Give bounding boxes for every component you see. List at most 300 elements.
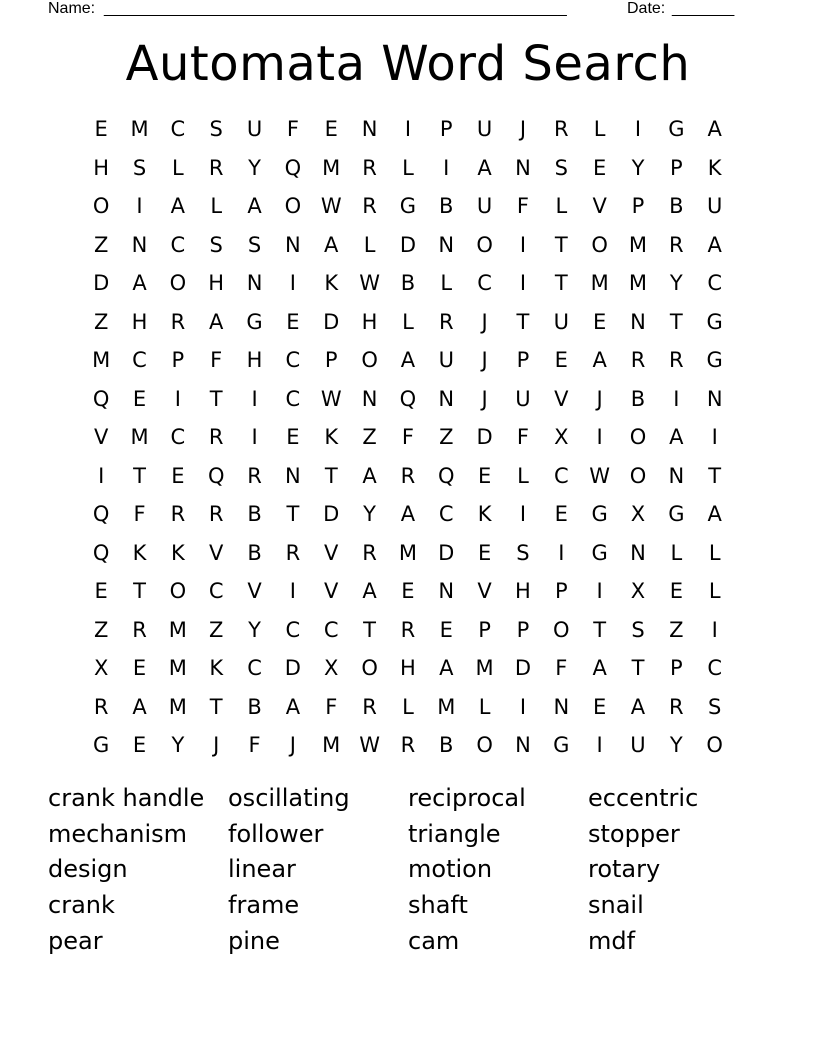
grid-letter: J <box>519 117 527 142</box>
grid-letter: P <box>669 155 683 180</box>
grid-letter: L <box>670 540 683 565</box>
grid-letter: Z <box>93 309 109 334</box>
grid-letter: R <box>285 540 301 565</box>
grid-letter: Q <box>92 502 110 527</box>
grid-letter: A <box>362 579 377 604</box>
grid-letter: Q <box>207 463 225 488</box>
grid-letter: X <box>324 656 339 681</box>
grid-letter: O <box>629 463 647 488</box>
grid-letter: D <box>323 502 340 527</box>
grid-letter: I <box>443 155 450 180</box>
grid-letter: L <box>593 117 606 142</box>
name-label: Name: <box>48 0 96 17</box>
word-bank-item: reciprocal <box>408 784 526 812</box>
grid-letter: B <box>247 502 262 527</box>
grid-letter: O <box>706 733 723 758</box>
grid-letter: T <box>631 656 645 681</box>
grid-letter: F <box>286 117 299 142</box>
grid-letter: M <box>437 694 456 719</box>
grid-letter: E <box>477 463 492 488</box>
grid-letter: K <box>707 155 722 180</box>
grid-letter: V <box>554 386 569 411</box>
grid-letter: N <box>131 232 148 257</box>
grid-letter: S <box>209 117 223 142</box>
grid-row <box>82 457 734 496</box>
grid-letter: T <box>554 232 568 257</box>
grid-letter: P <box>669 656 683 681</box>
grid-letter: R <box>208 425 224 450</box>
grid-letter: H <box>131 309 148 334</box>
grid-letter: A <box>170 194 186 219</box>
grid-letter: O <box>284 194 302 219</box>
word-bank-item: stopper <box>588 819 680 848</box>
grid-letter: Q <box>399 386 417 411</box>
grid-letter: X <box>93 656 109 681</box>
word-bank-item: pear <box>48 926 103 955</box>
grid-letter: X <box>554 425 569 450</box>
grid-letter: E <box>669 579 683 604</box>
grid-letter: O <box>169 579 187 604</box>
grid-letter: R <box>170 309 186 334</box>
grid-row <box>82 495 734 534</box>
grid-letter: C <box>208 579 224 604</box>
grid-letter: T <box>516 309 530 334</box>
grid-letter: G <box>668 117 685 142</box>
grid-letter: Y <box>631 155 645 180</box>
grid-letter: O <box>476 733 493 758</box>
grid-letter: B <box>669 194 684 219</box>
grid-letter: F <box>516 425 529 450</box>
grid-letter: I <box>558 540 565 565</box>
grid-letter: H <box>93 155 110 180</box>
grid-letter: C <box>247 656 262 681</box>
grid-letter: A <box>132 271 147 296</box>
grid-letter: A <box>132 694 147 719</box>
grid-row <box>82 226 734 265</box>
grid-letter: C <box>285 386 301 411</box>
grid-letter: X <box>630 579 646 604</box>
grid-letter: Y <box>248 617 261 642</box>
grid-letter: Y <box>248 155 261 180</box>
date-label: Date: <box>627 0 666 17</box>
grid-letter: M <box>168 617 187 642</box>
grid-letter: L <box>555 194 568 219</box>
grid-letter: E <box>593 694 607 719</box>
grid-letter: J <box>289 733 296 758</box>
grid-letter: Q <box>284 155 302 180</box>
grid-letter: M <box>168 656 187 681</box>
grid-letter: O <box>629 425 647 450</box>
grid-letter: N <box>246 271 263 296</box>
grid-letter: G <box>93 733 110 758</box>
grid-letter: A <box>324 232 339 257</box>
grid-letter: I <box>596 425 603 450</box>
grid-letter: C <box>170 425 186 450</box>
grid-letter: M <box>130 425 149 450</box>
grid-row <box>82 303 734 342</box>
grid-letter: E <box>324 117 338 142</box>
grid-letter: A <box>707 502 722 527</box>
grid-letter: U <box>515 386 531 411</box>
grid-letter: A <box>285 694 301 719</box>
grid-letter: P <box>516 617 530 642</box>
grid-letter: I <box>673 386 680 411</box>
grid-letter: S <box>516 540 530 565</box>
word-bank-item: frame <box>228 891 300 920</box>
grid-letter: T <box>708 463 722 488</box>
grid-row <box>82 187 734 226</box>
grid-letter: E <box>286 309 300 334</box>
grid-letter: U <box>630 733 646 758</box>
grid-letter: H <box>246 348 263 373</box>
grid-row <box>82 572 734 611</box>
grid-letter: R <box>170 502 186 527</box>
grid-letter: I <box>596 579 603 604</box>
grid-letter: N <box>706 386 723 411</box>
grid-letter: W <box>359 733 380 758</box>
grid-letter: R <box>362 194 377 219</box>
grid-letter: G <box>399 194 417 219</box>
grid-letter: M <box>398 540 417 565</box>
grid-letter: S <box>631 617 645 642</box>
grid-letter: G <box>246 309 263 334</box>
grid-letter: V <box>247 579 262 604</box>
grid-letter: K <box>170 540 185 565</box>
grid-letter: B <box>400 271 416 296</box>
grid-letter: O <box>361 348 378 373</box>
grid-letter: A <box>707 232 722 257</box>
grid-letter: T <box>669 309 683 334</box>
grid-letter: E <box>554 502 568 527</box>
grid-letter: L <box>478 694 491 719</box>
date-blank-line: _______ <box>672 0 735 17</box>
word-bank-item: pine <box>228 926 280 955</box>
grid-letter: U <box>476 194 493 219</box>
grid-letter: N <box>515 733 531 758</box>
word-bank-item: crank <box>48 891 115 920</box>
grid-letter: N <box>630 540 646 565</box>
grid-letter: T <box>554 271 568 296</box>
grid-letter: D <box>476 425 493 450</box>
grid-letter: H <box>515 579 531 604</box>
grid-letter: H <box>400 656 416 681</box>
grid-letter: R <box>362 540 377 565</box>
grid-letter: E <box>94 579 108 604</box>
grid-letter: I <box>634 117 642 142</box>
grid-letter: A <box>669 425 684 450</box>
grid-letter: R <box>669 348 684 373</box>
grid-letter: L <box>363 232 376 257</box>
grid-letter: A <box>362 463 377 488</box>
word-bank-item: design <box>48 855 128 884</box>
grid-letter: I <box>251 386 258 411</box>
grid-letter: Y <box>363 502 376 527</box>
grid-letter: E <box>171 463 185 488</box>
grid-letter: S <box>132 155 147 180</box>
grid-row <box>82 149 734 188</box>
grid-letter: V <box>592 194 607 219</box>
word-bank-item: mechanism <box>48 819 188 848</box>
grid-letter: O <box>361 656 378 681</box>
grid-letter: E <box>94 117 108 142</box>
grid-letter: U <box>476 117 493 142</box>
grid-letter: J <box>481 386 488 411</box>
grid-letter: M <box>168 694 187 719</box>
grid-letter: I <box>519 694 527 719</box>
grid-letter: U <box>438 348 454 373</box>
grid-letter: D <box>284 656 301 681</box>
grid-letter: N <box>438 386 455 411</box>
grid-letter: F <box>325 694 338 719</box>
grid-letter: I <box>251 425 258 450</box>
grid-letter: V <box>324 540 339 565</box>
grid-letter: T <box>209 386 223 411</box>
grid-letter: I <box>289 271 296 296</box>
grid-letter: R <box>400 463 416 488</box>
grid-letter: T <box>363 617 376 642</box>
grid-letter: W <box>320 386 342 411</box>
grid-letter: A <box>592 656 607 681</box>
grid-letter: R <box>400 733 416 758</box>
word-bank-item: crank handle <box>48 784 205 812</box>
grid-letter: L <box>517 463 529 488</box>
grid-letter: G <box>668 502 685 527</box>
grid-letter: I <box>136 194 143 219</box>
grid-letter: E <box>554 348 568 373</box>
grid-letter: P <box>324 348 338 373</box>
grid-letter: H <box>361 309 378 334</box>
grid-letter: A <box>630 694 646 719</box>
grid-letter: I <box>519 502 527 527</box>
grid-letter: C <box>707 656 722 681</box>
page-title: Automata Word Search <box>125 36 691 92</box>
grid-letter: D <box>399 232 416 257</box>
grid-letter: N <box>515 155 531 180</box>
grid-letter: C <box>323 617 339 642</box>
grid-letter: B <box>630 386 646 411</box>
grid-letter: Z <box>439 425 454 450</box>
grid-letter: T <box>324 463 338 488</box>
grid-letter: R <box>247 463 262 488</box>
grid-letter: F <box>248 733 261 758</box>
grid-letter: M <box>475 656 494 681</box>
grid-letter: N <box>553 694 570 719</box>
grid-letter: P <box>554 579 568 604</box>
grid-letter: I <box>289 579 296 604</box>
grid-letter: J <box>213 733 220 758</box>
grid-letter: A <box>400 502 416 527</box>
grid-row <box>82 264 734 303</box>
grid-letter: F <box>516 194 529 219</box>
grid-letter: I <box>98 463 105 488</box>
grid-letter: I <box>519 232 527 257</box>
word-bank-item: triangle <box>408 819 501 848</box>
grid-letter: Z <box>209 617 224 642</box>
grid-letter: N <box>438 232 455 257</box>
grid-letter: M <box>322 155 341 180</box>
grid-letter: W <box>320 194 342 219</box>
grid-letter: S <box>247 232 262 257</box>
grid-row <box>82 380 734 419</box>
grid-letter: D <box>93 271 110 296</box>
word-bank-item: cam <box>408 926 460 955</box>
grid-letter: C <box>170 117 186 142</box>
grid-letter: S <box>554 155 568 180</box>
grid-letter: Z <box>93 232 109 257</box>
grid-letter: U <box>553 309 569 334</box>
grid-letter: T <box>209 694 223 719</box>
grid-letter: B <box>247 540 262 565</box>
grid-letter: T <box>286 502 300 527</box>
grid-letter: I <box>711 617 718 642</box>
grid-letter: B <box>247 694 262 719</box>
grid-letter: O <box>169 271 187 296</box>
grid-letter: D <box>438 540 455 565</box>
grid-letter: Z <box>93 617 109 642</box>
grid-letter: R <box>630 348 646 373</box>
grid-letter: C <box>707 271 722 296</box>
grid-letter: Q <box>438 463 455 488</box>
word-bank-item: shaft <box>408 891 468 920</box>
grid-letter: Q <box>92 540 110 565</box>
grid-letter: Y <box>669 733 683 758</box>
grid-row <box>82 418 734 457</box>
grid-letter: R <box>208 502 224 527</box>
grid-letter: C <box>285 617 301 642</box>
grid-letter: A <box>439 656 454 681</box>
grid-letter: F <box>555 656 568 681</box>
grid-letter: L <box>402 694 414 719</box>
grid-letter: D <box>323 309 340 334</box>
grid-letter: E <box>593 155 607 180</box>
grid-letter: P <box>631 194 645 219</box>
grid-letter: I <box>596 733 603 758</box>
name-blank-line: ____________________________________________________ <box>104 0 567 17</box>
grid-letter: A <box>209 309 224 334</box>
grid-letter: N <box>285 463 301 488</box>
grid-letter: Z <box>669 617 684 642</box>
grid-letter: G <box>553 733 570 758</box>
grid-letter: U <box>246 117 263 142</box>
grid-row <box>82 341 734 380</box>
grid-letter: O <box>476 232 493 257</box>
grid-letter: M <box>628 271 648 296</box>
grid-letter: C <box>438 502 454 527</box>
grid-letter: L <box>210 194 223 219</box>
grid-letter: W <box>589 463 611 488</box>
grid-letter: L <box>402 309 414 334</box>
grid-letter: V <box>209 540 224 565</box>
grid-letter: R <box>208 155 224 180</box>
grid-letter: U <box>706 194 723 219</box>
grid-letter: I <box>711 425 718 450</box>
grid-letter: A <box>592 348 607 373</box>
grid-letter: X <box>630 502 646 527</box>
grid-letter: O <box>591 232 608 257</box>
grid-row <box>82 110 734 149</box>
grid-letter: Q <box>92 386 110 411</box>
grid-letter: Y <box>669 271 683 296</box>
grid-row <box>82 726 734 765</box>
grid-letter: K <box>324 271 339 296</box>
grid-letter: K <box>324 425 339 450</box>
grid-row <box>82 611 734 650</box>
grid-letter: M <box>590 271 609 296</box>
grid-letter: E <box>593 309 607 334</box>
grid-letter: R <box>132 617 147 642</box>
grid-letter: A <box>247 194 262 219</box>
grid-letter: I <box>404 117 412 142</box>
grid-letter: M <box>628 232 648 257</box>
grid-letter: S <box>209 232 223 257</box>
word-bank-item: follower <box>228 819 324 848</box>
grid-letter: F <box>401 425 414 450</box>
grid-letter: R <box>362 694 377 719</box>
grid-letter: T <box>133 463 146 488</box>
grid-letter: K <box>477 502 492 527</box>
grid-letter: E <box>439 617 453 642</box>
grid-letter: G <box>706 348 723 373</box>
grid-letter: E <box>286 425 300 450</box>
grid-letter: R <box>554 117 569 142</box>
grid-letter: N <box>361 386 378 411</box>
word-bank-item: snail <box>588 891 644 920</box>
grid-row <box>82 534 734 573</box>
grid-letter: F <box>133 502 146 527</box>
grid-letter: N <box>361 117 378 142</box>
grid-letter: G <box>591 540 608 565</box>
grid-letter: G <box>591 502 608 527</box>
grid-letter: L <box>440 271 453 296</box>
grid-letter: V <box>477 579 492 604</box>
grid-letter: V <box>93 425 109 450</box>
grid-letter: L <box>172 155 184 180</box>
grid-letter: N <box>438 579 455 604</box>
grid-letter: E <box>132 733 147 758</box>
grid-letter: C <box>132 348 147 373</box>
grid-letter: E <box>132 656 147 681</box>
grid-row <box>82 649 734 688</box>
grid-letter: F <box>210 348 223 373</box>
grid-letter: S <box>708 694 722 719</box>
grid-letter: P <box>516 348 530 373</box>
word-bank-item: mdf <box>588 926 636 955</box>
grid-letter: L <box>708 579 721 604</box>
grid-letter: M <box>92 348 111 373</box>
grid-letter: L <box>402 155 414 180</box>
letter-grid <box>82 110 734 765</box>
grid-letter: H <box>208 271 225 296</box>
grid-letter: K <box>132 540 147 565</box>
grid-letter: N <box>668 463 685 488</box>
grid-letter: B <box>439 733 454 758</box>
grid-letter: J <box>481 309 488 334</box>
grid-letter: E <box>401 579 415 604</box>
word-bank-item: linear <box>228 855 296 884</box>
grid-letter: R <box>669 232 684 257</box>
grid-letter: J <box>596 386 603 411</box>
grid-letter: I <box>174 386 181 411</box>
grid-letter: P <box>478 617 491 642</box>
grid-letter: L <box>708 540 721 565</box>
grid-letter: R <box>400 617 416 642</box>
grid-row <box>82 688 734 727</box>
grid-letter: R <box>93 694 109 719</box>
grid-letter: R <box>669 694 684 719</box>
grid-letter: E <box>477 540 492 565</box>
grid-letter: R <box>438 309 454 334</box>
word-bank-item: motion <box>408 855 493 884</box>
